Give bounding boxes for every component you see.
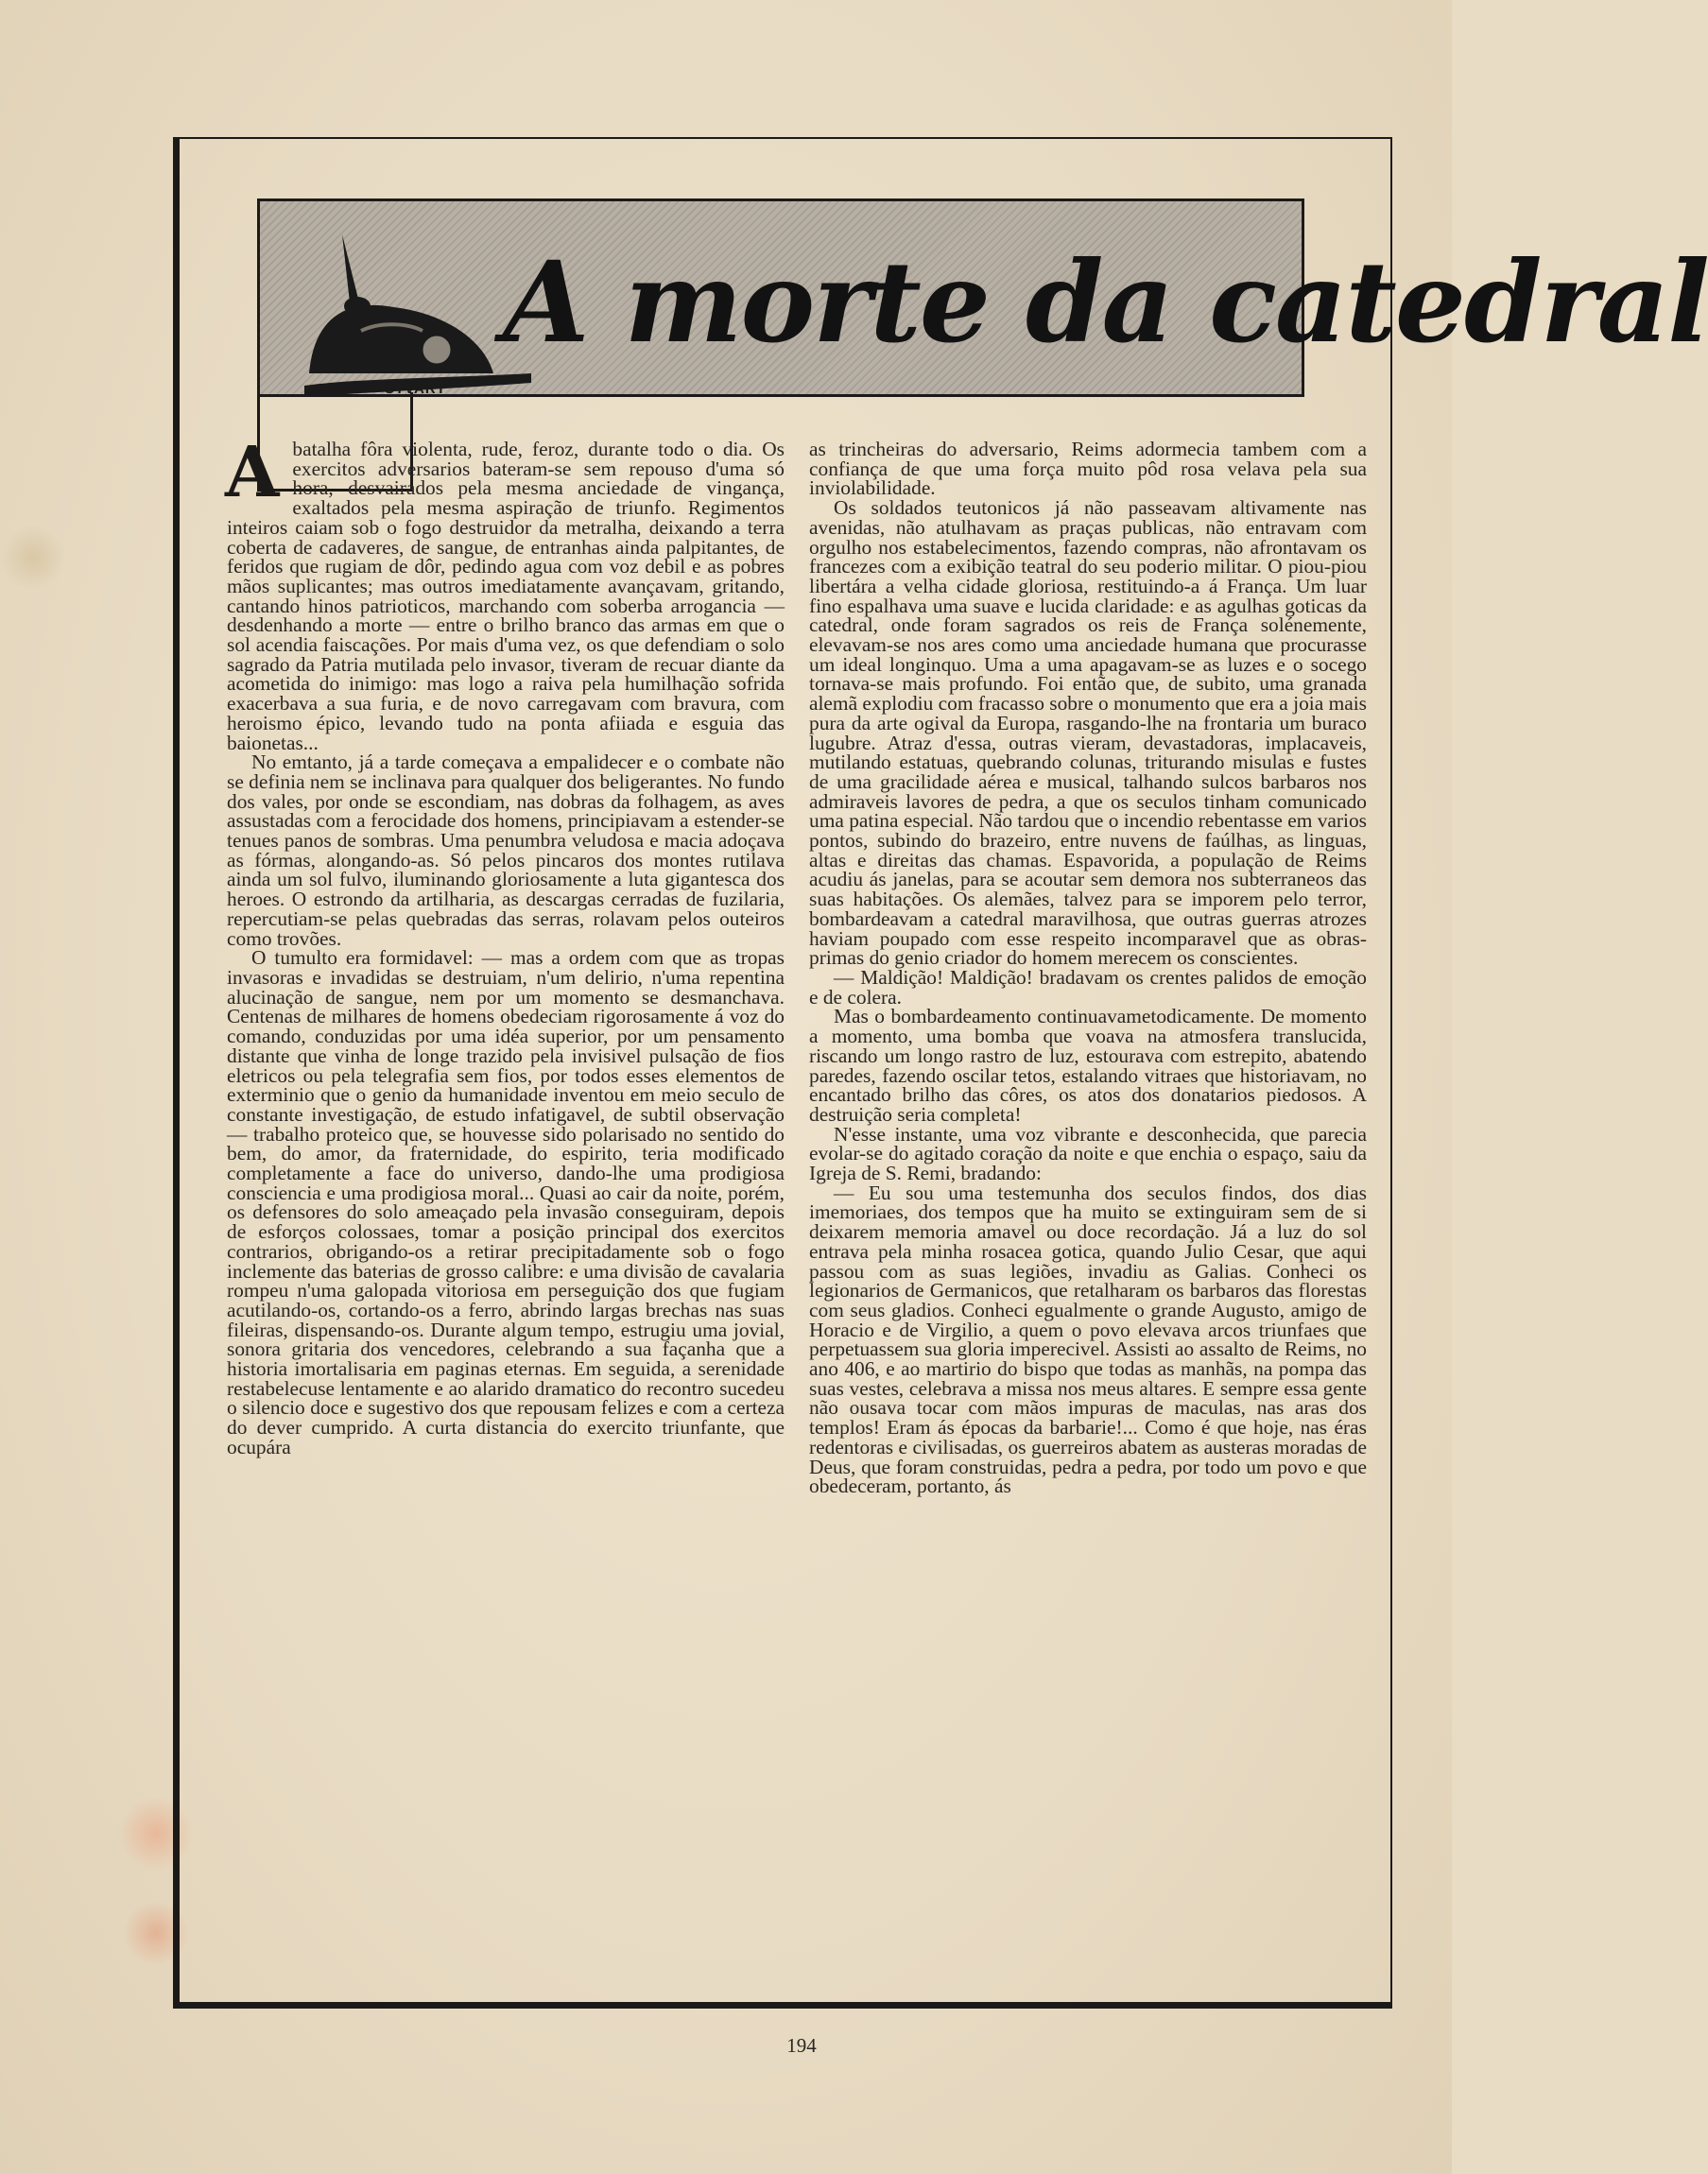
- article-header: [257, 198, 1708, 397]
- article-title: A morte da catedral: [503, 236, 1708, 368]
- paragraph: as trincheiras do adversario, Reims adormecia tambem com a confiança de que uma força muito pôd rosa velava pela sua inviolabilidade.: [809, 438, 1367, 500]
- paper-stain: [0, 525, 66, 591]
- page-number: 194: [786, 2034, 817, 2057]
- paragraph: No emtanto, já a tarde começava a empalidecer e o combate não se definia nem se inclinava para qualquer dos beligerantes. No fundo dos vales, por onde se escondiam, nas dobras da folhagem, as aves assustadas com a ferocidade dos homens, principiavam a estender-se tenues panos de sombras. Uma penumbra veludosa e macia adoçava as fórmas, alongando-as. Só pelos pincaros dos montes rutilava ainda um sol fulvo, iluminando gloriosamente a luta gigantesca dos heroes. O estrondo da artilharia, as descargas cerradas de fuzilaria, repercutiam-se pelas quebradas das serras, rolavam pelos outeiros como trovões.: [227, 751, 785, 950]
- drop-cap: A: [225, 432, 280, 513]
- paragraph: Mas o bombardeamento continuavametodicamente. De momento a momento, uma bomba que voava na atmosfera translucida, riscando um longo rastro de luz, estourava com estrepito, abatendo paredes, fazendo oscilar tetos, estalando vitraes que historiavam, no encantado brilho das côres, os atos dos donatarios piedosos. A destruição seria completa!: [809, 1005, 1367, 1126]
- paragraph: [225, 432, 785, 754]
- paragraph-text: batalha fôra violenta, rude, feroz, durante todo o dia. Os exercitos adversarios bateram-se sem repouso d'uma só hora, desvairados pela mesma anciedade de vingança, exaltados pela mesma aspiração de triunfo. Regimentos inteiros caiam sob o fogo destruidor da metralha, deixando a terra coberta de cadaveres, de sangue, de entranhas ainda palpitantes, de feridos que rugiam de dôr, pedindo agua com voz debil e as pobres mãos suplicantes; mas outros imediatamente avançavam, gritando, cantando hinos patrioticos, marchando com soberba arrogancia — desdenhando a morte — entre o brilho branco das armas em que o sol acendia faiscações. Por mais d'uma vez, os que defendiam o solo sagrado da Patria mutilada pelo invasor, tiveram de recuar diante da acometida do inimigo: mas logo a raiva pela humilhação sofrida exacerbava a sua furia, e de novo carregavam com bravura, com heroismo épico, levando tudo na ponta afiiada e esguia das baionetas...: [227, 438, 785, 754]
- paragraph: Os soldados teutonicos já não passeavam altivamente nas avenidas, não atulhavam as praças publicas, não entravam com orgulho nos estabelecimentos, fazendo compras, não afrontavam os francezes com a exibição teatral do seu poderio militar. O piou-piou libertára a velha cidade gloriosa, restituindo-a á França. Um luar fino espalhava uma suave e lucida claridade: e as agulhas goticas da catedral, onde foram sagrados os reis de França solénemente, elevavam-se nos ares como uma anciedade humana que procurasse um ideal longinquo. Uma a uma apagavam-se as luzes e o socego tornava-se mais profundo. Foi então que, de subito, uma granada alemã explodiu com fracasso sobre o monumento que era a joia mais pura da arte ogival da Europa, rasgando-lhe na frontaria um buraco lugubre. Atraz d'essa, outras vieram, devastadoras, implacaveis, mutilando estatuas, quebrando colunas, triturando misulas e fustes de uma gracilidade aérea e musical, talhando sulcos barbaros nos admiraveis lavores de pedra, a que os seculos tinham comunicado uma patina especial. Não tardou que o incendio rebentasse em varios pontos, subindo do brazeiro, entre nuvens de faúlhas, as linguas, altas e direitas das chamas. Espavorida, a população de Reims acudiu ás janelas, para se acoutar sem demora nos subterraneos das suas habitações. Os alemães, talvez para se imporem pelo terror, bombardeavam a catedral maravilhosa, que outras guerras atrozes haviam poupado com esse respeito incomparavel que as obras-primas do genio criador do homem merecem os conscientes.: [809, 496, 1367, 970]
- artist-signature: STVART: [385, 381, 446, 397]
- paragraph: N'esse instante, uma voz vibrante e desconhecida, que parecia evolar-se do agitado coração da noite e que enchia o espaço, saiu da Igreja de S. Remi, bradando:: [809, 1122, 1367, 1185]
- left-column: [225, 432, 785, 1458]
- paragraph: — Maldição! Maldição! bradavam os crentes palidos de emoção e de colera.: [809, 965, 1367, 1009]
- paragraph: O tumulto era formidavel: — mas a ordem com que as tropas invasoras e invadidas se destruiam, n'um delirio, n'uma repentina alucinação de sangue, nem por um momento se desmanchava. Centenas de milhares de homens obedeciam rigorosamente á voz do comando, conduzidas por uma idéa superior, por um pensamento distante que vinha de longe trazido pela invisivel pulsação de fios eletricos ou pela telegrafia sem fios, por todos esses elementos de exterminio que o genio da humanidade inventou em meio seculo de constante investigação, de estudo infatigavel, de subtil observação — trabalho proteico que, se houvesse sido polarisado no sentido do bem, do amor, da fraternidade, do espirito, teria modificado completamente a face do universo, dando-lhe uma prodigiosa consciencia e uma prodigiosa moral... Quasi ao cair da noite, porém, os defensores do solo ameaçado pela invasão conseguiram, depois de esforços colossaes, tomar a posição principal dos exercitos contrarios, obrigando-os a retirar precipitadamente sob o fogo inclemente das baterias de grosso calibre: e uma divisão de cavalaria rompeu n'uma galopada vitoriosa em perseguição dos que fugiam acutilando-os, cortando-os a ferro, abrindo largas brechas nas suas fileiras, dispensando-os. Durante algum tempo, estrugiu uma jovial, sonora gritaria dos vencedores, celebrando a sua façanha que a historia imortalisaria em paginas eternas. Em seguida, a serenidade restabelecuse lentamente e ao alarido dramatico do recontro sucedeu o silencio doce e sugestivo dos que repousam felizes e com a certeza do dever cumprido. A curta distancia do exercito triunfante, que ocupára: [227, 946, 785, 1458]
- paragraph: — Eu sou uma testemunha dos seculos findos, dos dias imemoriaes, dos tempos que ha muito se extinguiram sem de si deixarem memoria amavel ou doce recordação. Já a luz do sol entrava pela minha rosacea gotica, quando Julio Cesar, que aqui passou com as suas legiões, invadiu as Galias. Conheci os legionarios de Germanicos, que retalharam os barbaros das florestas com seus gladios. Conheci egualmente o grande Augusto, amigo de Horacio e de Virgilio, a quem o povo elevava arcos triunfaes que perpetuassem sua gloria imperecivel. Assisti ao assalto de Reims, no ano 406, e ao martirio do bispo que todas as manhãs, na pompa das suas vestes, celebrava a missa nos meus altares. E sempre essa gente não ousava tocar com mãos impuras de maculas, nas aras dos templos! Eram ás épocas da barbarie!... Como é que hoje, nas éras redentoras e civilisadas, os guerreiros abatem as austeras moradas de Deus, que foram construidas, pedra a pedra, por todo um povo e que obedeceram, portanto, ás: [809, 1181, 1367, 1498]
- right-column: [809, 440, 1367, 1496]
